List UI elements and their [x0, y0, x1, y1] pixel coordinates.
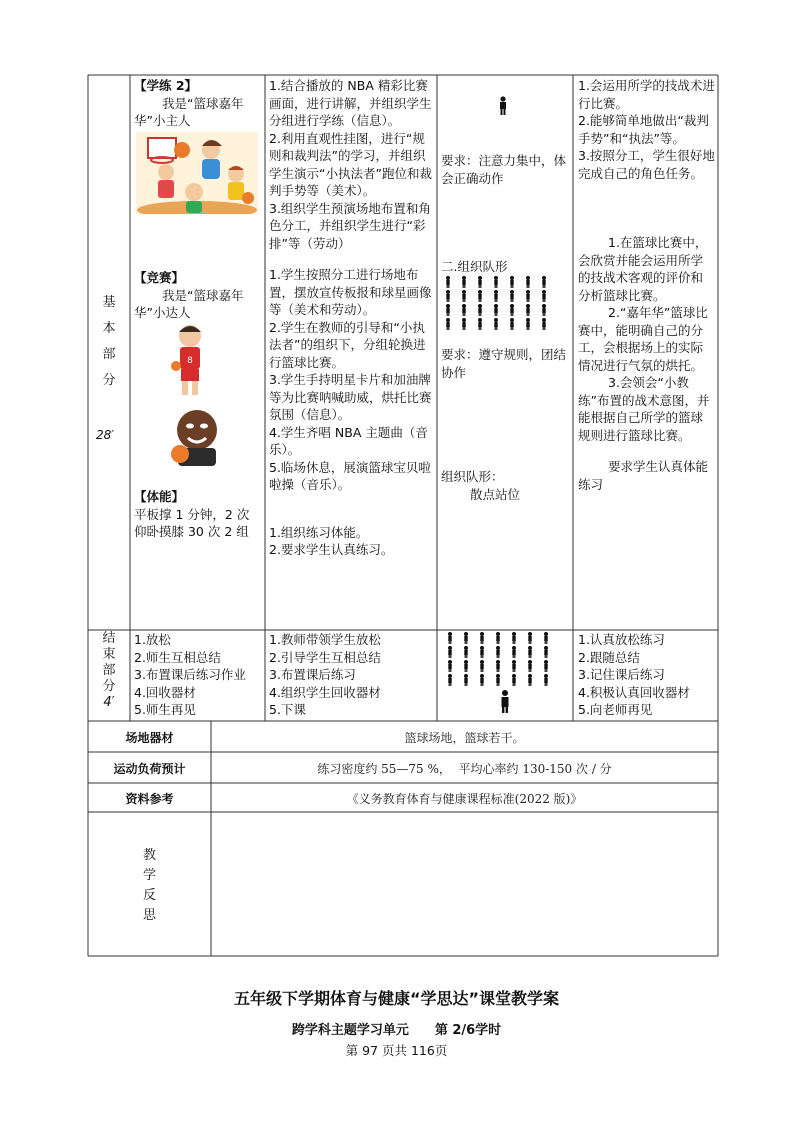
goal-item: 1.会运用所学的技战术进行比赛。	[578, 78, 715, 111]
section-char: 部	[102, 347, 116, 362]
teacher-step: 2.利用直观性挂图，进行“规则和裁判法”的学习，并组织学生演示“小执法者”跑位和裁判手势等（美术）。	[269, 130, 432, 198]
end-teacher-cell	[269, 631, 434, 719]
page-title: 五年级下学期体育与健康“学思达”课堂教学案	[233, 989, 560, 1008]
goal-item: 2.“嘉年华”篮球比赛中，能明确自己的分工，会根据场上的实际情况进行气氛的烘托。	[578, 305, 708, 373]
section-char: 基	[102, 295, 116, 310]
venue-value: 篮球场地，篮球若干。	[404, 731, 525, 745]
teacher-step: 1.结合播放的 NBA 精彩比赛画面，进行讲解，并组织学生分组进行学练（信息）。	[269, 78, 432, 128]
reference-label: 资料参考	[125, 792, 174, 806]
goal-item: 2.能够简单地做出“裁判手势”和“执法”等。	[578, 113, 709, 146]
end-content-item: 4.回收器材	[134, 684, 196, 700]
end-teacher-item: 3.布置课后练习	[269, 667, 356, 682]
basic-section-label	[88, 290, 130, 394]
end-goal-item: 5.向老师再见	[578, 702, 653, 717]
formation3-title: 组织队形：	[441, 469, 504, 484]
reflection-char: 学	[142, 868, 156, 883]
page-subtitle: 跨学科主题学习单元 第 2/6学时	[291, 1023, 502, 1038]
section-char: 分	[102, 373, 116, 388]
basic-teacher-cell	[269, 77, 434, 559]
end-teacher-item: 4.组织学生回收器材	[269, 684, 381, 700]
load-value: 练习密度约 55—75 %， 平均心率约 130-150 次 / 分	[317, 762, 612, 776]
star-player-illustration	[164, 402, 230, 468]
end-goal-item: 1.认真放松练习	[578, 632, 665, 647]
svg-text:8: 8	[187, 356, 193, 366]
teacher-step: 2.要求学生认真练习。	[269, 542, 394, 557]
end-formation-icon	[443, 632, 568, 718]
end-content-item: 5.师生再见	[134, 702, 196, 717]
reflection-char: 反	[142, 888, 156, 903]
end-content-item: 3.布置课后练习作业	[134, 667, 246, 682]
section-char: 本	[102, 321, 116, 336]
teacher-step: 3.学生手持明星卡片和加油牌等为比赛呐喊助威，烘托比赛氛围（信息）。	[269, 372, 432, 422]
basic-goals-cell	[578, 77, 715, 493]
drill-text: 我是“篮球嘉年华”小主人	[134, 95, 244, 128]
formation-grid-icon	[443, 276, 555, 338]
reflection-label	[88, 846, 211, 926]
goal-item: 1.在篮球比赛中，会欣赏并能会运用所学的技战术客观的评价和分析篮球比赛。	[578, 235, 708, 303]
match-cell	[134, 269, 262, 322]
end-teacher-item: 2.引导学生互相总结	[269, 649, 381, 665]
section-char: 结	[102, 631, 116, 646]
teacher-step: 5.临场休息，展演篮球宝贝啦啦操（音乐）。	[269, 459, 431, 492]
teacher-step: 1.组织练习体能。	[269, 524, 369, 540]
section-char: 部	[102, 663, 116, 678]
formation2-title: 二.组织队形	[441, 259, 508, 274]
fitness-cell	[134, 488, 262, 541]
end-content-item: 1.放松	[134, 632, 171, 647]
basic-content-cell	[134, 77, 262, 130]
reflection-char: 思	[142, 908, 156, 923]
reference-value: 《义务教育体育与健康课程标准(2022 版)》	[346, 792, 583, 806]
end-content-item: 2.师生互相总结	[134, 649, 221, 665]
teacher-step: 3.组织学生预演场地布置和角色分工，并组织学生进行“彩排”等（劳动）	[269, 200, 431, 251]
end-goal-item: 4.积极认真回收器材	[578, 684, 690, 700]
reflection-char: 教	[142, 848, 156, 863]
basketball-kids-illustration	[136, 132, 258, 214]
section-char: 分	[102, 679, 116, 694]
org-req1: 要求：注意力集中，体会正确动作	[441, 153, 567, 186]
goal-item: 要求学生认真体能练习	[578, 459, 709, 492]
teacher-figure-icon	[498, 96, 508, 116]
fitness-line2: 仰卧摸膝 30 次 2 组	[134, 524, 249, 539]
section-char: 束	[102, 647, 116, 662]
formation3-text: 散点站位	[470, 487, 521, 502]
fitness-heading: 【体能】	[134, 489, 185, 504]
goal-item: 3.按照分工，学生很好地完成自己的角色任务。	[578, 148, 715, 181]
end-goal-item: 3.记住课后练习	[578, 667, 665, 682]
end-goal-item: 2.跟随总结	[578, 649, 640, 665]
teacher-step: 2.学生在教师的引导和“小执法者”的组织下，分组轮换进行篮球比赛。	[269, 319, 426, 370]
teacher-step: 4.学生齐唱 NBA 主题曲（音乐）。	[269, 424, 428, 457]
teacher-step: 1.学生按照分工进行场地布置，摆放宣传板报和球星画像等（美术和劳动）。	[269, 267, 432, 317]
fitness-line1: 平板撑 1 分钟，2 次	[134, 506, 250, 522]
load-label: 运动负荷预计	[113, 762, 186, 776]
end-goals-cell	[578, 631, 715, 719]
end-teacher-item: 5.下课	[269, 702, 306, 717]
match-text: 我是“篮球嘉年华”小达人	[134, 287, 244, 320]
end-section-label	[88, 631, 130, 711]
goal-item: 3.会领会“小教练”布置的战术意图，并能根据自己所学的篮球规则进行篮球比赛。	[578, 375, 710, 443]
drill-heading: 【学练 2】	[134, 78, 198, 93]
end-section-time: 4′	[103, 695, 115, 710]
org-req2: 要求：遵守规则，团结协作	[441, 347, 567, 380]
player-cartoon-illustration	[170, 322, 210, 398]
venue-label: 场地器材	[125, 731, 174, 745]
match-heading: 【竞赛】	[134, 270, 185, 285]
end-teacher-item: 1.教师带领学生放松	[269, 632, 381, 647]
page-number: 第 97 页共 116页	[345, 1043, 448, 1058]
basic-section-time: 28′	[96, 428, 114, 442]
end-content-cell	[134, 631, 262, 719]
